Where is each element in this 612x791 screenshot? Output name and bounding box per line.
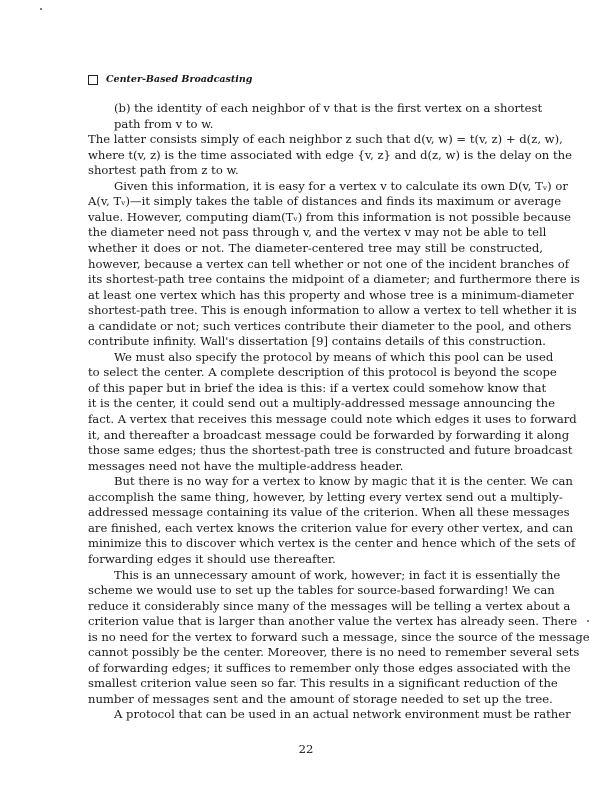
running-header	[88, 74, 252, 85]
text-line: minimize this to discover which vertex is the center and hence which of the sets of	[88, 536, 576, 551]
text-line: (b) the identity of each neighbor of v that is the first vertex on a shortest	[114, 101, 543, 115]
text-line: But there is no way for a vertex to know by magic that it is the center. We can	[114, 474, 573, 489]
scan-speck	[587, 620, 589, 622]
text-line: of forwarding edges; it suffices to remember only those edges associated with the	[88, 660, 571, 675]
text-line: Given this information, it is easy for a vertex v to calculate its own D(v, Tᵥ) or	[114, 178, 568, 193]
text-line: reduce it considerably since many of the messages will be telling a vertex about a	[88, 598, 571, 613]
text-line: forwarding edges it should use thereafter.	[88, 551, 336, 566]
text-line: a candidate or not; such vertices contribute their diameter to the pool, and others	[88, 318, 572, 333]
text-line: This is an unnecessary amount of work, however; in fact it is essentially the	[114, 567, 561, 582]
text-line: those same edges; thus the shortest-path tree is constructed and future broadcast	[88, 443, 573, 458]
text-line: addressed message containing its value of the criterion. When all these messages	[88, 505, 570, 520]
text-line: value. However, computing diam(Tᵥ) from this information is not possible because	[88, 209, 572, 224]
text-line: cannot possibly be the center. Moreover, there is no need to remember several sets	[88, 645, 580, 660]
text-line: its shortest-path tree contains the midpoint of a diameter; and furthermore there is	[88, 272, 580, 287]
text-line: whether it does or not. The diameter-centered tree may still be constructed,	[88, 240, 543, 255]
text-line: A(v, Tᵥ)—it simply takes the table of distances and finds its maximum or average	[88, 194, 562, 209]
header-box-icon	[88, 75, 98, 85]
text-line: it, and thereafter a broadcast message could be forwarded by forwarding it along	[88, 427, 570, 442]
text-line: are finished, each vertex knows the criterion value for every other vertex, and can	[88, 520, 574, 535]
text-line: it is the center, it could send out a multiply-addressed message announcing the	[88, 396, 555, 411]
text-line: criterion value that is larger than another value the vertex has already seen. There	[88, 614, 578, 629]
text-line: number of messages sent and the amount of storage needed to set up the tree.	[88, 691, 553, 706]
text-line: We must also specify the protocol by means of which this pool can be used	[114, 349, 554, 364]
text-line: A protocol that can be used in an actual network environment must be rather	[114, 707, 571, 722]
text-line: smallest criterion value seen so far. This results in a significant reduction of the	[88, 676, 558, 691]
text-line: scheme we would use to set up the tables for source-based forwarding! We can	[88, 583, 555, 598]
text-line: accomplish the same thing, however, by letting every vertex send out a multiply-	[88, 489, 563, 504]
text-line: to select the center. A complete description of this protocol is beyond the scope	[88, 365, 557, 380]
text-line: of this paper but in brief the idea is this: if a vertex could somehow know that	[88, 380, 547, 395]
text-line: fact. A vertex that receives this message could note which edges it uses to forward	[88, 412, 577, 426]
text-line: where t(v, z) is the time associated with edge {v, z} and d(z, w) is the delay on the	[88, 147, 572, 162]
scan-speck	[40, 8, 42, 10]
text-line: messages need not have the multiple-address header.	[88, 458, 404, 473]
page-number: 22	[298, 742, 314, 756]
text-line: shortest path from z to w.	[88, 163, 239, 178]
text-line: the diameter need not pass through v, and the vertex v may not be able to tell	[88, 225, 547, 240]
text-line: at least one vertex which has this property and whose tree is a minimum-diameter	[88, 287, 574, 302]
text-line: The latter consists simply of each neighbor z such that d(v, w) = t(v, z) + d(z, w),	[88, 132, 563, 147]
text-line: path from v to w.	[114, 116, 214, 131]
text-line: however, because a vertex can tell whether or not one of the incident branches of	[88, 256, 570, 271]
text-line: contribute infinity. Wall's dissertation [9] contains details of this construction.	[88, 334, 546, 349]
text-line: shortest-path tree. This is enough information to allow a vertex to tell whether it is	[88, 303, 577, 318]
text-line: is no need for the vertex to forward such a message, since the source of the message	[88, 629, 590, 644]
header-title: Center-Based Broadcasting	[106, 74, 253, 85]
